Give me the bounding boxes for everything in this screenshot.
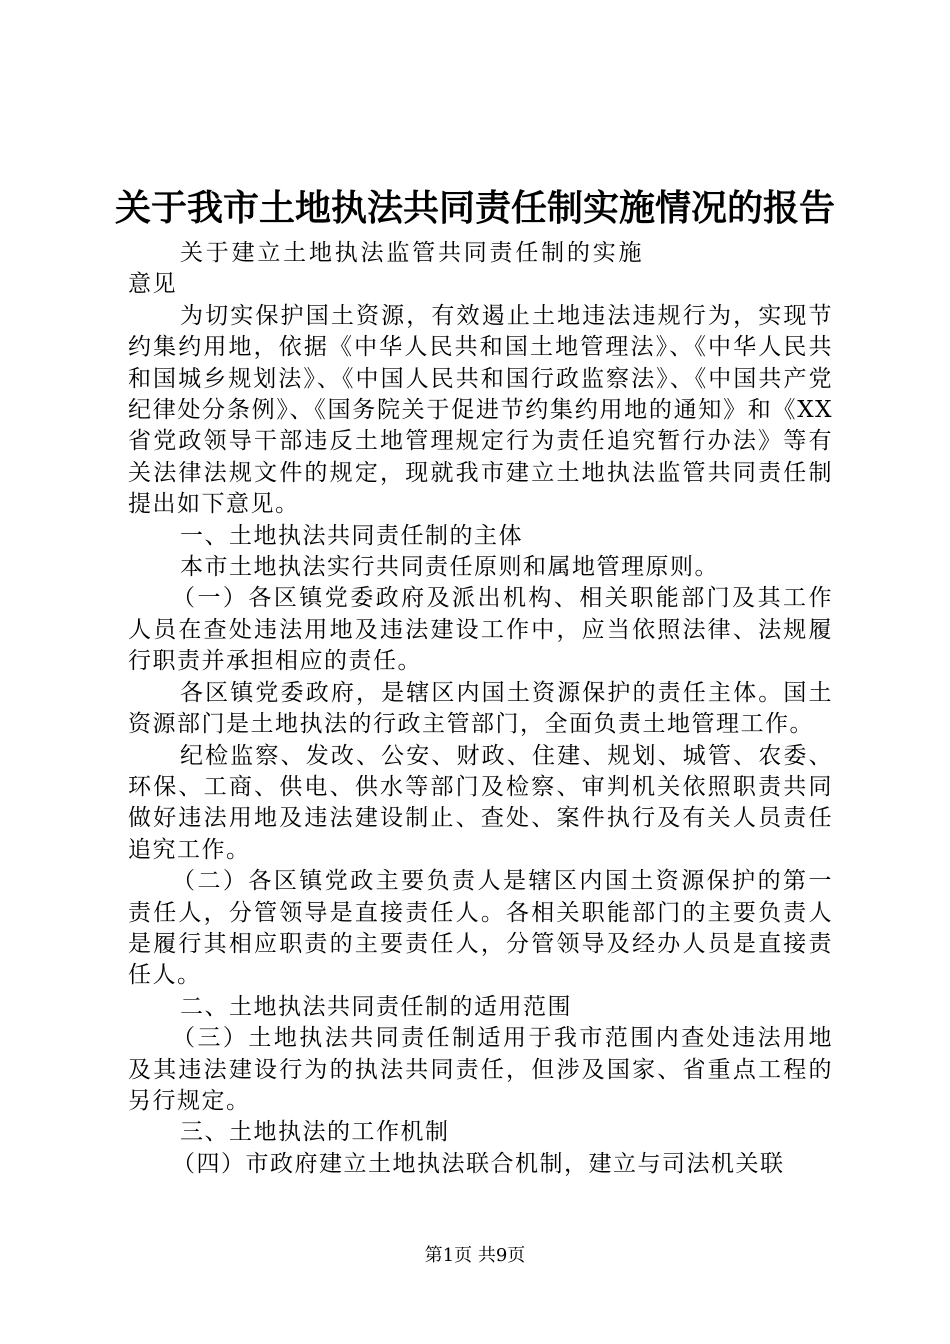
section-heading-3: 三、土地执法的工作机制 — [180, 1119, 450, 1146]
paragraph-subtitle: 关于建立土地执法监管共同责任制的实施意见 — [128, 240, 643, 298]
paragraph: 各区镇党委政府，是辖区内国土资源保护的责任主体。国土资源部门是土地执法的行政主管部门，全面负责土地管理工作。 — [128, 679, 833, 738]
section-heading-1: 一、土地执法共同责任制的主体 — [180, 522, 523, 549]
paragraph: 纪检监察、发改、公安、财政、住建、规划、城管、农委、环保、工商、供电、供水等部门及检察、审判机关依照职责共同做好违法用地及违法建设制止、查处、案件执行及有关人员责任追究工作。 — [128, 742, 833, 863]
document-title: 关于我市土地执法共同责任制实施情况的报告 — [114, 187, 835, 229]
paragraph: （二）各区镇党政主要负责人是辖区内国土资源保护的第一责任人，分管领导是直接责任人。各相关职能部门的主要负责人是履行其相应职责的主要责任人，分管领导及经办人员是直接责任人。 — [128, 868, 833, 989]
document-body — [128, 238, 833, 1180]
paragraph-intro: 为切实保护国土资源，有效遏止土地违法违规行为，实现节约集约用地，依据《中华人民共和国土地管理法》、《中华人民共和国城乡规划法》、《中国人民共和国行政监察法》、《中国共产党纪律处分条例》、《国务院关于促进节约集约用地的通知》和《XX省党政领导干部违反土地管理规定行为责任追究暂行办法》等有关法律法规文件的规定，现就我市建立土地执法监管共同责任制提出如下意见。 — [128, 302, 833, 518]
section-heading-2: 二、土地执法共同责任制的适用范围 — [180, 993, 572, 1020]
paragraph: （一）各区镇党委政府及派出机构、相关职能部门及其工作人员在查处违法用地及违法建设工作中，应当依照法律、法规履行职责并承担相应的责任。 — [128, 585, 833, 675]
paragraph: （三）土地执法共同责任制适用于我市范围内查处违法用地及其违法建设行为的执法共同责任，但涉及国家、省重点工程的另行规定。 — [128, 1025, 833, 1114]
paragraph: （四）市政府建立土地执法联合机制，建立与司法机关联 — [172, 1150, 785, 1177]
page-number: 第1页 共9页 — [424, 1245, 526, 1266]
paragraph: 本市土地执法实行共同责任原则和属地管理原则。 — [180, 554, 719, 581]
